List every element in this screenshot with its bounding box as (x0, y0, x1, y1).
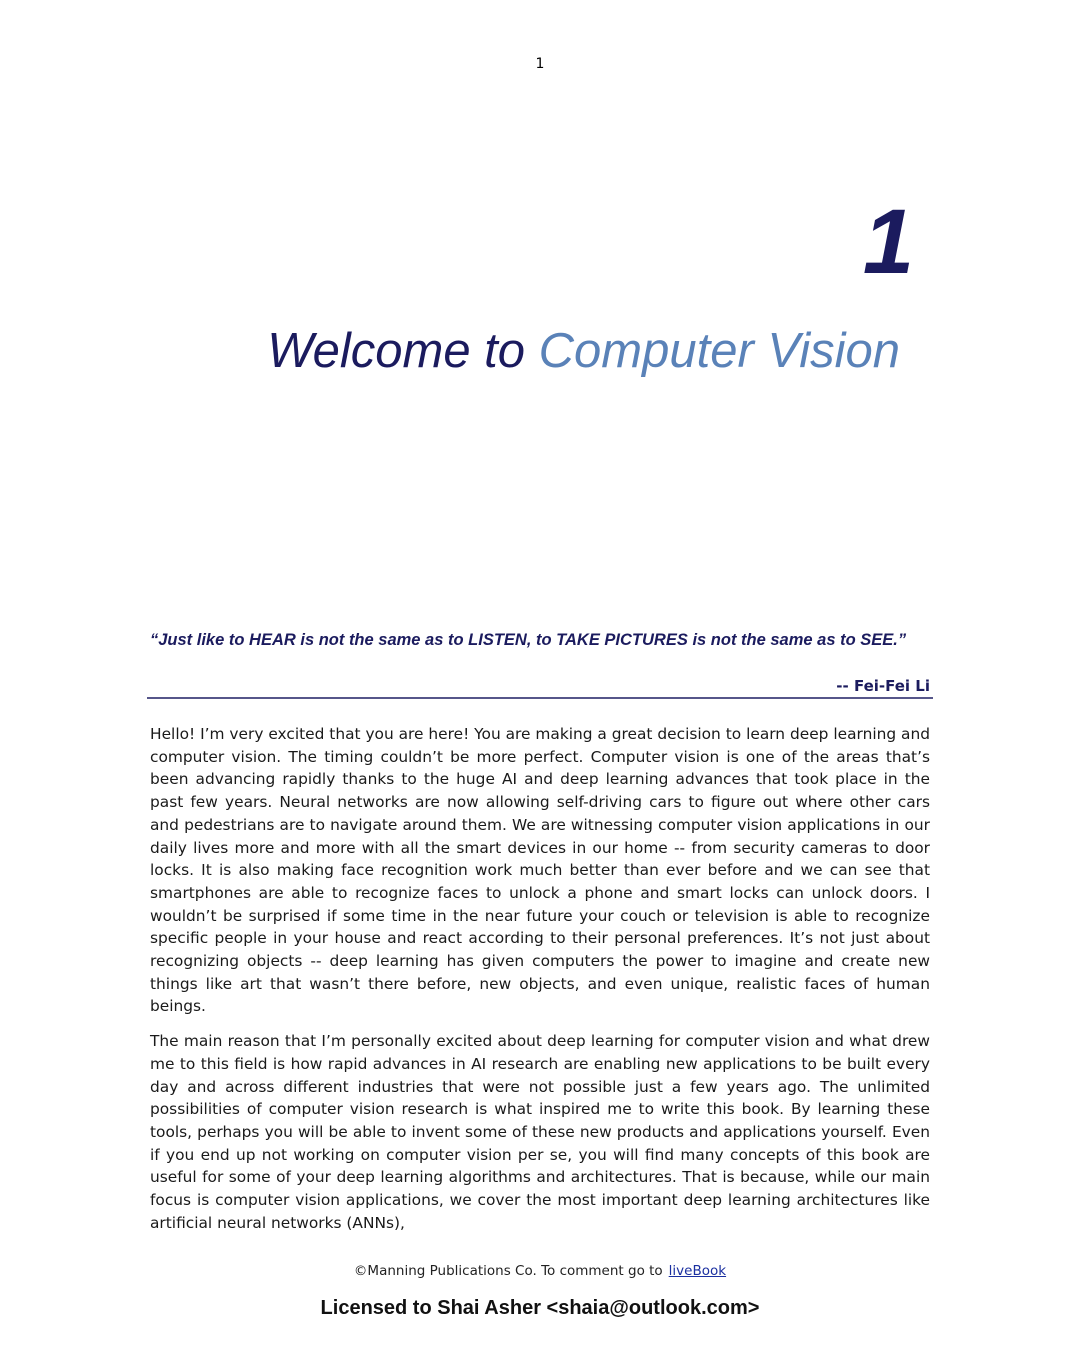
epigraph-attribution: -- Fei-Fei Li (836, 677, 930, 695)
livebook-link[interactable]: liveBook (668, 1263, 727, 1279)
body-text (150, 723, 930, 1246)
body-paragraph-2: The main reason that I’m personally excited about deep learning for computer vision and what drew me to this field is how rapid advances in AI research are enabling new applications to be built every day and across different industries that were not possible just a few years ago. The unlimited possibilities of computer vision research is what inspired me to write this book. By learning these tools, perhaps you will be able to invent some of these new products and applications yourself. Even if you end up not working on computer vision per se, you will find many concepts of this book are useful for some of your deep learning algorithms and architectures. That is because, while our main focus is computer vision applications, we cover the most important deep learning architectures like artificial neural networks (ANNs), (150, 1032, 930, 1232)
epigraph-quote: “Just like to HEAR is not the same as to LISTEN, to TAKE PICTURES is not the same as to SEE.” (150, 631, 907, 649)
chapter-number: 1 (862, 191, 914, 293)
chapter-title (267, 322, 900, 381)
footer-copyright-line (0, 1263, 1080, 1279)
footer-copyright: ©Manning Publications Co. To comment go to (353, 1263, 663, 1279)
divider-rule (147, 697, 933, 699)
license-line: Licensed to Shai Asher <shaia@outlook.com> (320, 1297, 760, 1319)
page-number: 1 (535, 56, 545, 72)
chapter-title-part2: Computer Vision (538, 324, 900, 378)
chapter-title-part1: Welcome to (267, 324, 539, 378)
body-paragraph-1: Hello! I’m very excited that you are here! You are making a great decision to learn deep learning and computer vision. The timing couldn’t be more perfect. Computer vision is one of the areas that’s been advancing rapidly thanks to the huge AI and deep learning advances that took place in the past few years. Neural networks are now allowing self-driving cars to figure out where other cars and pedestrians are to navigate around them. We are witnessing computer vision applications in our daily lives more and more with all the smart devices in our home -- from security cameras to door locks. It is also making face recognition work much better than ever before and we can see that smartphones are able to recognize faces to unlock a phone and smart locks can unlock doors. I wouldn’t be surprised if some time in the near future your couch or television is able to recognize specific people in your house and react according to their personal preferences. It’s not just about recognizing objects -- deep learning has given computers the power to imagine and create new things like art that wasn’t there before, new objects, and even unique, realistic faces of human beings. (150, 725, 930, 1016)
